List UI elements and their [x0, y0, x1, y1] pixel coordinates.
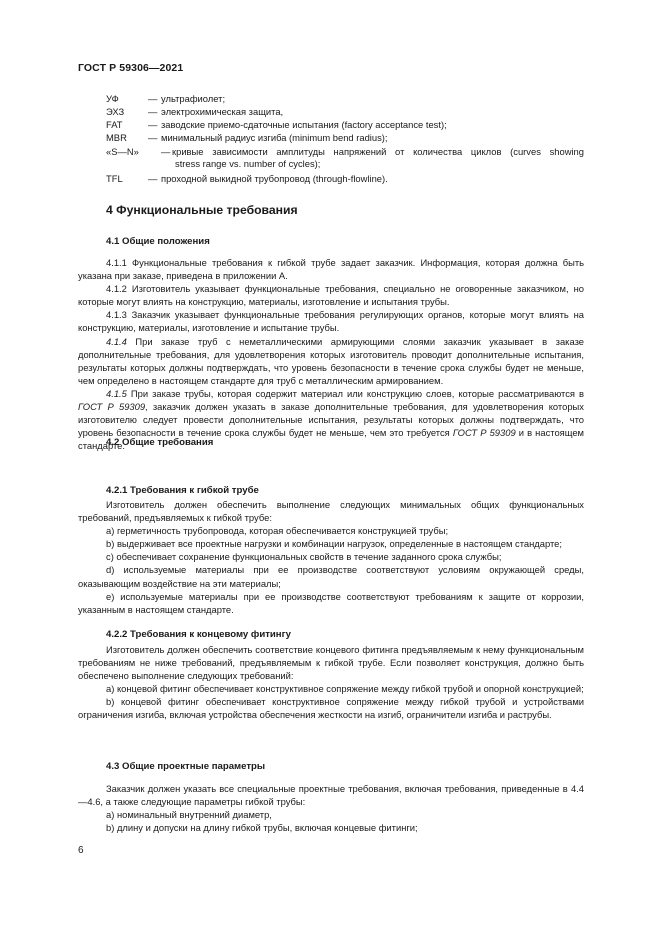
list-item: d) используемые материалы при ее производстве соответствуют условиям окружающей среды, оказывающим воздействие на эти материалы;: [78, 564, 584, 589]
abbreviation-dash: —: [148, 106, 158, 117]
abbreviation-text: проходной выкидной трубопровод (through-flowline).: [161, 173, 388, 184]
subsubsection-heading: 4.2.2 Требования к концевому фитингу: [106, 629, 291, 640]
list-item: а) номинальный внутренний диаметр,: [106, 809, 272, 821]
abbreviation-dash: —: [148, 93, 158, 104]
standard-reference: ГОСТ Р 59309: [452, 427, 516, 439]
clause-number: 4.1.4: [106, 335, 127, 347]
abbreviation-text: электрохимическая защита,: [161, 106, 284, 117]
abbreviation-dash: —: [148, 119, 158, 130]
subsection-heading: 4.1 Общие положения: [106, 236, 210, 247]
paragraph: Изготовитель должен обеспечить выполнение следующих минимальных общих функциональных требований, предъявляемых к гибкой трубе:: [78, 499, 584, 524]
abbreviation-text: заводские приемо-сдаточные испытания (factory acceptance test);: [161, 119, 447, 130]
section-4-3-body: [78, 782, 584, 834]
paragraph-text: При заказе трубы, которая содержит материал или конструкцию слоев, которые рассматриваются в: [126, 387, 584, 399]
list-item: а) концевой фитинг обеспечивает конструктивное сопряжение между гибкой трубой и опорной конструкцией;: [106, 683, 584, 695]
abbreviation-text: ультрафиолет;: [161, 93, 226, 104]
paragraph: Заказчик должен указать все специальные проектные требования, включая требования, приведенные в 4.4—4.6, а также следующие параметры гибкой трубы:: [78, 783, 584, 808]
abbreviation-dash: —: [148, 173, 158, 184]
abbreviation-text: кривые зависимости амплитуды напряжений от количества циклов (curves showing: [172, 146, 584, 157]
abbreviation-key: ЭХЗ: [106, 106, 125, 117]
abbreviation-key: «S—N»: [106, 146, 139, 157]
subsubsection-heading: 4.2.1 Требования к гибкой трубе: [106, 485, 259, 496]
paragraph: [78, 335, 584, 387]
abbreviation-key: TFL: [106, 173, 123, 184]
list-item: с) обеспечивает сохранение функциональных свойств в течение заданного срока службы;: [106, 551, 502, 563]
list-item: b) концевой фитинг обеспечивает конструктивное сопряжение между гибкой трубой и устройствами ограничения изгиба, включая устройства обеспечения жесткости на изгиб, ограничители изгиба и раструбы.: [78, 696, 584, 721]
standard-reference: ГОСТ Р 59309: [78, 401, 146, 413]
subsection-heading: 4.2 Общие требования: [106, 437, 214, 448]
clause-number: 4.1.5: [106, 387, 127, 399]
paragraph-text: и в настоящем стандарте.: [78, 427, 585, 452]
abbreviation-continuation: stress range vs. number of cycles);: [175, 158, 321, 169]
abbreviation-key: УФ: [106, 93, 119, 104]
list-item: b) длину и допуски на длину гибкой трубы, включая концевые фитинги;: [106, 822, 418, 834]
list-item: b) выдерживает все проектные нагрузки и комбинации нагрузок, определенные в настоящем стандарте;: [106, 538, 562, 550]
paragraph: 4.1.3 Заказчик указывает функциональные требования регулирующих органов, которые могут влиять на конструкцию, материалы, изготовление и испытание трубы.: [78, 309, 584, 334]
subsection-heading: 4.3 Общие проектные параметры: [106, 761, 266, 772]
abbreviation-key: FAT: [106, 119, 123, 130]
section-4-2-2-body: [78, 643, 584, 722]
abbreviation-key: MBR: [106, 132, 127, 143]
paragraph-text: При заказе труб с неметаллическими армирующими слоями заказчик указывает в заказе дополнительные требования, для удовлетворения которых изготовитель проводит дополнительные испытания, результаты которых должны подтверждать, что уровень безопасности в течение срока службы будет не меньше, чем определено в настоящем стандарте для труб с металлическим армированием.: [78, 335, 584, 386]
list-item: е) используемые материалы при ее производстве соответствуют требованиям к защите от коррозии, указанным в настоящем стандарте.: [78, 590, 584, 615]
page-number: 6: [78, 845, 84, 856]
abbreviation-dash: —: [161, 146, 171, 157]
paragraph-text: , заказчик должен указать в заказе дополнительные требования, для удовлетворения которых изготовителю следует провести дополнительные испытания, результаты которых должны подтверждать, что уровень безопасности в течение срока службы будет не меньше, чем это требуется: [78, 401, 584, 439]
paragraph: 4.1.2 Изготовитель указывает функциональные требования, специально не оговоренные заказчиком, но которые могут влиять на конструкцию, материалы, изготовление и испытания трубы.: [78, 283, 584, 308]
section-4-2-1-body: [78, 498, 584, 616]
abbreviation-text: минимальный радиус изгиба (minimum bend radius);: [161, 132, 388, 143]
paragraph: Изготовитель должен обеспечить соответствие концевого фитинга предъявляемым к нему функциональным требованиям не ниже требований, предъявляемым к гибкой трубе. Если позволяет конструкция, должно быть обеспечено выполнение следующих требований:: [78, 644, 584, 682]
abbreviation-dash: —: [148, 132, 158, 143]
section-heading: 4 Функциональные требования: [106, 203, 298, 217]
document-header: ГОСТ Р 59306—2021: [78, 62, 184, 74]
list-item: а) герметичность трубопровода, которая обеспечивается конструкцией трубы;: [106, 525, 449, 537]
section-4-1-body: [78, 256, 584, 452]
paragraph: 4.1.1 Функциональные требования к гибкой трубе задает заказчик. Информация, которая должна быть указана при заказе, приведена в приложении А.: [78, 257, 584, 282]
